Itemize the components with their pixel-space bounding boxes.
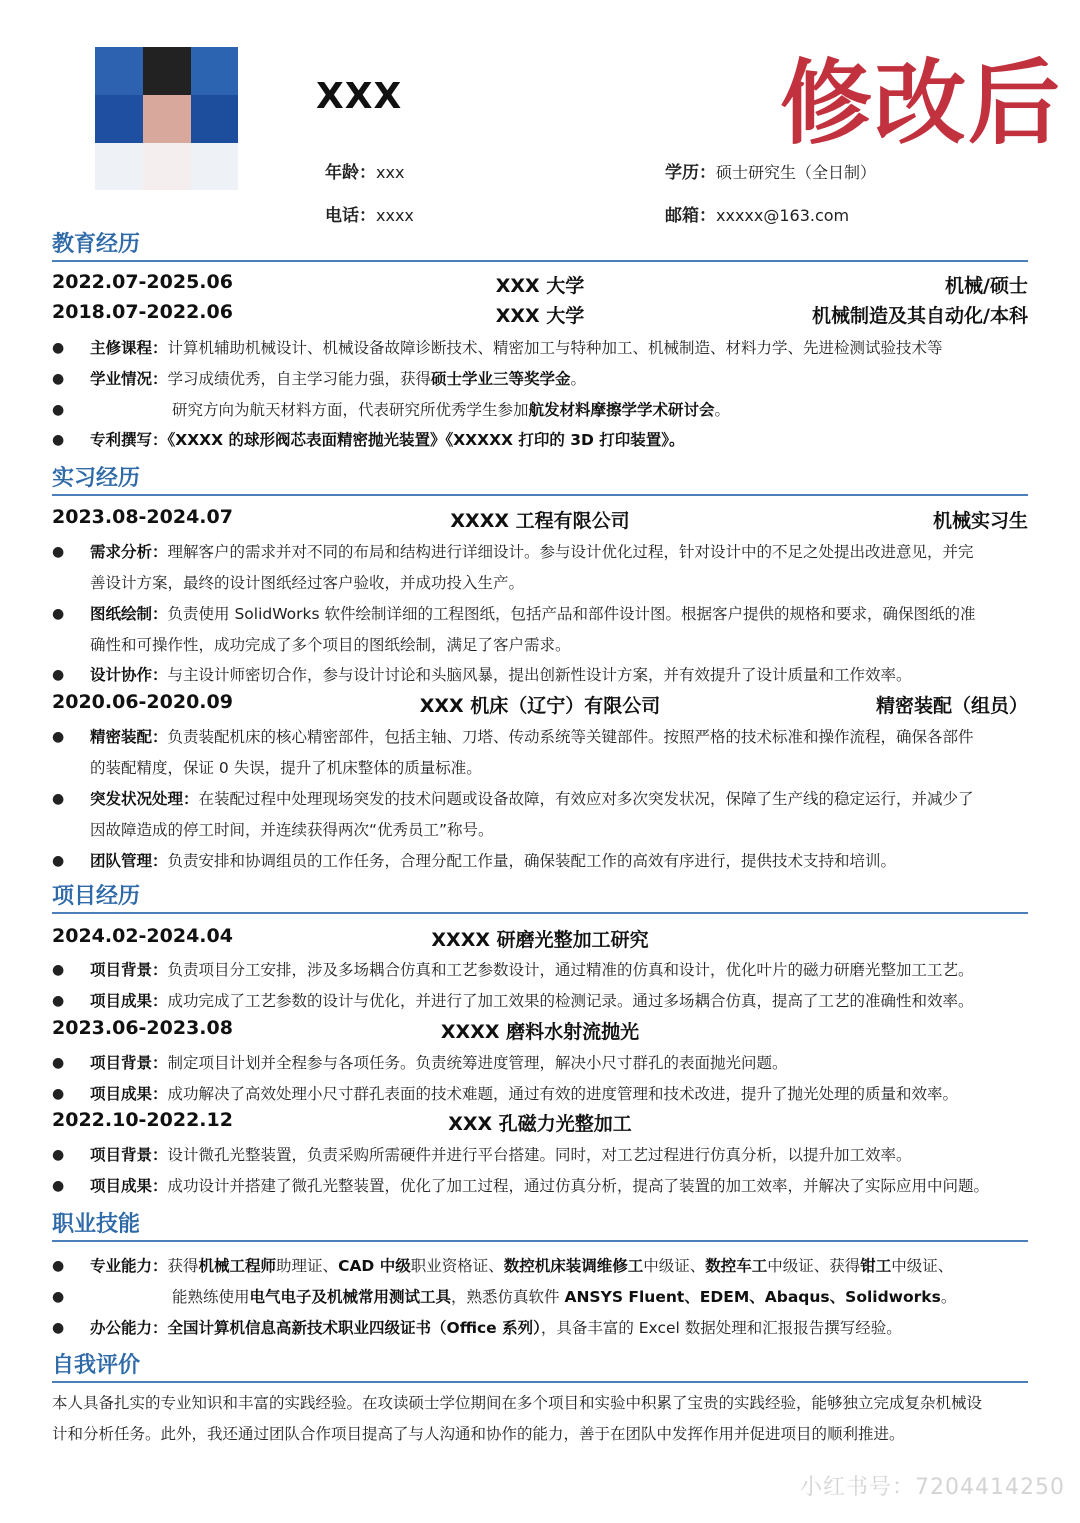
revised-stamp: 修改后	[780, 49, 1063, 157]
list-item: ● 学业情况：学习成绩优秀，自主学习能力强，获得硕士学业三等奖学金。	[52, 370, 587, 388]
education-row	[52, 271, 1028, 297]
project-row	[52, 1017, 1028, 1043]
list-item: ● 精密装配：负责装配机床的核心精密部件，包括主轴、刀塔、传动系统等关键部件。按照严格的技术标准和操作流程，确保各部件 的装配精度，保证 0 失误，提升了机床整体的质量标准。	[52, 728, 974, 777]
list-item: ● 研究方向为航天材料方面，代表研究所优秀学生参加航发材料摩擦学学术研讨会。	[52, 401, 731, 419]
job-row	[52, 691, 1028, 717]
company: XXX 机床（辽宁）有限公司	[419, 695, 661, 717]
section-divider	[52, 260, 1028, 262]
project-row	[52, 925, 1028, 951]
list-item: ● 项目成果：成功完成了工艺参数的设计与优化，并进行了加工效果的检测记录。通过多场耦合仿真，提高了工艺的准确性和效率。	[52, 992, 974, 1010]
list-item: ● 能熟练使用电气电子及机械常用测试工具，熟悉仿真软件 ANSYS Fluent、EDEM、Abaqus、Solidworks。	[52, 1288, 957, 1306]
list-item: ● 项目背景：制定项目计划并全程参与各项任务。负责统筹进度管理，解决小尺寸群孔的表面抛光问题。	[52, 1054, 788, 1072]
project-name: XXXX 研磨光整加工研究	[431, 929, 649, 951]
major: 机械制造及其自动化/本科	[812, 305, 1028, 327]
education-title: 教育经历	[52, 232, 141, 257]
list-item: ● 专业能力：获得机械工程师助理证、CAD 中级职业资格证、数控机床装调维修工中级证、数控车工中级证、获得钳工中级证、	[52, 1257, 954, 1275]
list-item: ● 图纸绘制：负责使用 SolidWorks 软件绘制详细的工程图纸，包括产品和部件设计图。根据客户提供的规格和要求，确保图纸的准 确性和可操作性，成功完成了多个项目的图纸绘制，满足了客户需求。	[52, 605, 976, 654]
major: 机械/硕士	[945, 275, 1028, 297]
edu-value: 硕士研究生（全日制）	[716, 163, 877, 182]
phone-label: 电话：	[325, 206, 376, 226]
project-name: XXXX 磨料水射流抛光	[440, 1021, 640, 1043]
watermark: 小红书号：7204414250	[800, 1475, 1065, 1500]
list-item: ● 项目背景：设计微孔光整装置，负责采购所需硬件并进行平台搭建。同时，对工艺过程进行仿真分析，以提升加工效率。	[52, 1146, 912, 1164]
self-title: 自我评价	[52, 1353, 141, 1378]
list-item: ● 突发状况处理：在装配过程中处理现场突发的技术问题或设备故障，有效应对多次突发状况，保障了生产线的稳定运行，并减少了 因故障造成的停工时间，并连续获得两次“优秀员工”称号。	[52, 790, 974, 839]
job-row	[52, 506, 1028, 532]
list-item: ● 需求分析：理解客户的需求并对不同的布局和结构进行详细设计。参与设计优化过程，针对设计中的不足之处提出改进意见，并完 善设计方案，最终的设计图纸经过客户验收，并成功投入生产。	[52, 543, 974, 592]
list-item: ● 设计协作：与主设计师密切合作，参与设计讨论和头脑风暴，提出创新性设计方案，并有效提升了设计质量和工作效率。	[52, 666, 912, 684]
company: XXXX 工程有限公司	[450, 510, 630, 532]
edu-label: 学历：	[665, 163, 716, 183]
list-item: ● 项目成果：成功设计并搭建了微孔光整装置，优化了加工过程，通过仿真分析，提高了装置的加工效率，并解决了实际应用中问题。	[52, 1177, 990, 1195]
project-row	[52, 1109, 1028, 1135]
project-name: XXX 孔磁力光整加工	[448, 1113, 632, 1135]
list-item: ● 专利撰写：《XXXX 的球形阀芯表面精密抛光装置》《XXXXX 打印的 3D 打印装置》。	[52, 431, 685, 449]
education-row	[52, 301, 1028, 327]
list-item: ● 团队管理：负责安排和协调组员的工作任务，合理分配工作量，确保装配工作的高效有序进行，提供技术支持和培训。	[52, 852, 897, 870]
age-label: 年龄：	[325, 163, 376, 183]
date: 2023.08-2024.07	[52, 506, 233, 528]
list-item: ● 办公能力：全国计算机信息高新技术职业四级证书（Office 系列），具备丰富的 Excel 数据处理和汇报报告撰写经验。	[52, 1319, 902, 1337]
date: 2024.02-2024.04	[52, 925, 233, 947]
age-info	[325, 158, 404, 183]
candidate-name: XXX	[316, 76, 403, 117]
phone-value: xxxx	[376, 206, 414, 225]
date: 2018.07-2022.06	[52, 301, 233, 323]
avatar	[95, 47, 238, 190]
school: XXX 大学	[495, 275, 585, 297]
edu-info	[665, 158, 876, 183]
list-item: ● 项目成果：成功解决了高效处理小尺寸群孔表面的技术难题，通过有效的进度管理和技术改进，提升了抛光处理的质量和效率。	[52, 1085, 959, 1103]
list-item: ● 项目背景：负责项目分工安排，涉及多场耦合仿真和工艺参数设计，通过精准的仿真和设计，优化叶片的磁力研磨光整加工工艺。	[52, 961, 974, 979]
role: 机械实习生	[932, 510, 1028, 532]
phone-info	[325, 201, 414, 226]
age-value: xxx	[376, 163, 405, 182]
email-info	[665, 201, 849, 226]
email-label: 邮箱：	[665, 206, 716, 226]
internship-title: 实习经历	[52, 466, 141, 491]
section-divider	[52, 912, 1028, 914]
email-value: xxxxx@163.com	[716, 206, 850, 225]
date: 2020.06-2020.09	[52, 691, 233, 713]
self-evaluation: 本人具备扎实的专业知识和丰富的实践经验。在攻读硕士学位期间在多个项目和实验中积累了宝贵的实践经验，能够独立完成复杂机械设 计和分析任务。此外，我还通过团队合作项目提高了与人沟通和协作的能力，善于在团队中发挥作用并促进项目的顺利推进。	[52, 1394, 983, 1443]
section-divider	[52, 1381, 1028, 1383]
list-item: ● 主修课程：计算机辅助机械设计、机械设备故障诊断技术、精密加工与特种加工、机械制造、材料力学、先进检测试验技术等	[52, 339, 943, 357]
date: 2022.07-2025.06	[52, 271, 233, 293]
section-divider	[52, 1240, 1028, 1242]
skills-title: 职业技能	[52, 1212, 141, 1237]
school: XXX 大学	[495, 305, 585, 327]
role: 精密装配（组员）	[875, 695, 1028, 717]
projects-title: 项目经历	[52, 884, 141, 909]
date: 2023.06-2023.08	[52, 1017, 233, 1039]
section-divider	[52, 494, 1028, 496]
date: 2022.10-2022.12	[52, 1109, 233, 1131]
